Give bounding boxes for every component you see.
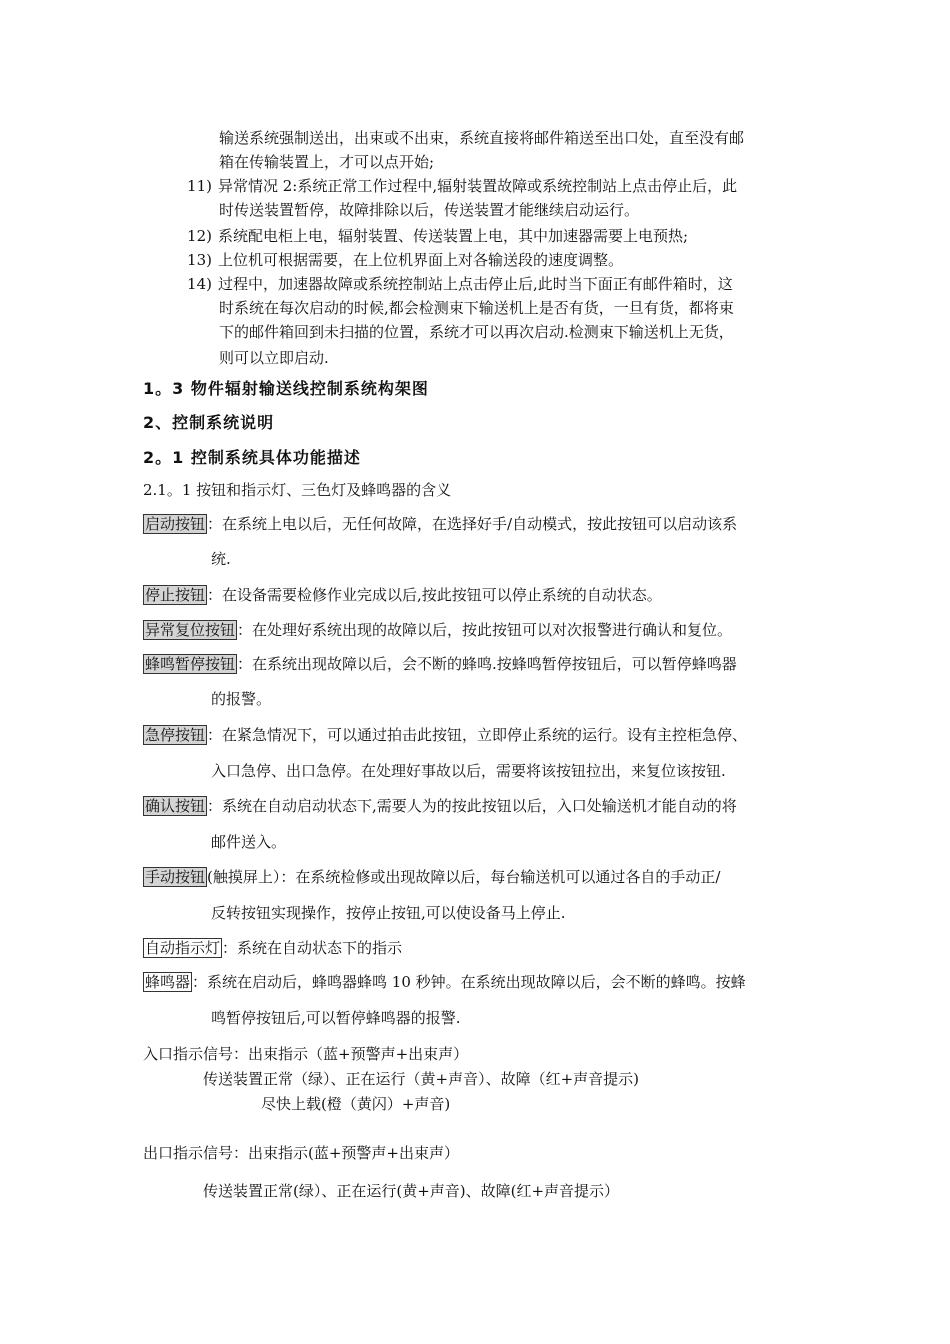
def-text: ：系统在自动启动状态下,需要人为的按此按钮以后，入口处输送机才能自动的将 <box>207 797 737 815</box>
list-item-11-line-2: 时传送装置暂停，故障排除以后，传送装置才能继续启动运行。 <box>219 201 640 219</box>
term-buzzer: 蜂鸣器 <box>145 973 191 991</box>
def-text: ：系统在启动后，蜂鸣器蜂鸣 10 秒钟。在系统出现故障以后，会不断的蜂鸣。按蜂 <box>192 973 746 991</box>
def-confirm-button <box>143 796 737 816</box>
term-auto-indicator: 自动指示灯 <box>145 939 221 957</box>
term-reset-button: 异常复位按钮 <box>145 621 236 639</box>
def-text: ：在系统上电以后，无任何故障，在选择好手/自动模式，按此按钮可以启动该系 <box>207 515 738 533</box>
heading-2-1: 2。1 控制系统具体功能描述 <box>143 448 361 467</box>
def-start-button <box>143 514 737 534</box>
def-buzzer <box>143 972 746 992</box>
exit-signal-line-2: 传送装置正常(绿）、正在运行(黄+声音)、故障(红+声音提示） <box>203 1182 620 1200</box>
list-continuation-line-1: 输送系统强制送出，出束或不出束，系统直接将邮件箱送至出口处，直至没有邮 <box>219 129 745 147</box>
def-manual-line-2: 反转按钮实现操作，按停止按钮,可以使设备马上停止. <box>211 904 566 922</box>
heading-2: 2、控制系统说明 <box>143 413 275 432</box>
entry-signal-line-3: 尽快上载(橙（黄闪）+声音) <box>261 1095 451 1113</box>
list-item-14-line-2: 时系统在每次启动的时候,都会检测束下输送机上是否有货，一旦有货，都将束 <box>219 299 734 317</box>
def-confirm-line-2: 邮件送入。 <box>211 833 287 851</box>
term-confirm-button: 确认按钮 <box>145 797 206 815</box>
list-number: 14) <box>187 275 212 293</box>
def-text: ：在处理好系统出现的故障以后，按此按钮可以对次报警进行确认和复位。 <box>237 621 733 639</box>
list-number: 12) <box>187 227 212 245</box>
list-item-14 <box>186 274 733 294</box>
list-item-13 <box>186 250 623 270</box>
list-continuation-line-2: 箱在传输装置上，才可以点开始; <box>219 153 435 171</box>
def-manual-button <box>143 867 720 887</box>
list-item-text: 过程中，加速器故障或系统控制站上点击停止后,此时当下面正有邮件箱时，这 <box>218 275 733 293</box>
def-stop-button <box>143 585 662 605</box>
def-reset-button <box>143 620 732 640</box>
list-item-12 <box>186 226 688 246</box>
term-stop-button: 停止按钮 <box>145 586 206 604</box>
def-buzzer-pause-line-2: 的报警。 <box>211 690 272 708</box>
def-start-button-line-2: 统. <box>211 550 231 568</box>
list-item-11 <box>186 176 737 196</box>
heading-1-3: 1。3 物件辐射输送线控制系统构架图 <box>143 379 429 398</box>
list-number: 11) <box>187 177 212 195</box>
def-text: ：在紧急情况下，可以通过拍击此按钮，立即停止系统的运行。设有主控柜急停、 <box>207 726 748 744</box>
term-start-button: 启动按钮 <box>145 515 206 533</box>
def-buzzer-line-2: 鸣暂停按钮后,可以暂停蜂鸣器的报警. <box>211 1009 461 1027</box>
list-item-14-line-3: 下的邮件箱回到未扫描的位置，系统才可以再次启动.检测束下输送机上无货， <box>219 323 734 341</box>
list-item-text: 上位机可根据需要，在上位机界面上对各输送段的速度调整。 <box>218 251 624 269</box>
list-item-text: 异常情况 2:系统正常工作过程中,辐射装置故障或系统控制站上点击停止后，此 <box>218 177 738 195</box>
def-emergency-stop-line-2: 入口急停、出口急停。在处理好事故以后，需要将该按钮拉出，来复位该按钮. <box>211 762 726 780</box>
def-text: (触摸屏上）：在系统检修或出现故障以后，每台输送机可以通过各自的手动正/ <box>207 868 721 886</box>
term-manual-button: 手动按钮 <box>145 868 206 886</box>
entry-signal-label: 入口指示信号：出束指示（蓝+预警声+出束声） <box>143 1045 469 1063</box>
term-buzzer-pause-button: 蜂鸣暂停按钮 <box>145 655 236 673</box>
list-number: 13) <box>187 251 212 269</box>
list-item-text: 系统配电柜上电，辐射装置、传送装置上电，其中加速器需要上电预热; <box>218 227 689 245</box>
subheading-2-1-1: 2.1。1 按钮和指示灯、三色灯及蜂鸣器的含义 <box>143 481 452 499</box>
def-emergency-stop-button <box>143 725 747 745</box>
term-emergency-stop-button: 急停按钮 <box>145 726 206 744</box>
def-text: ：在系统出现故障以后，会不断的蜂鸣.按蜂鸣暂停按钮后，可以暂停蜂鸣器 <box>237 655 737 673</box>
def-text: ：系统在自动状态下的指示 <box>222 939 403 957</box>
exit-signal-label: 出口指示信号：出束指示(蓝+预警声+出束声） <box>143 1144 459 1162</box>
entry-signal-line-2: 传送装置正常（绿）、正在运行（黄+声音）、故障（红+声音提示) <box>203 1070 639 1088</box>
def-text: ：在设备需要检修作业完成以后,按此按钮可以停止系统的自动状态。 <box>207 586 662 604</box>
list-item-14-line-4: 则可以立即启动. <box>219 349 329 367</box>
def-auto-indicator <box>143 938 402 958</box>
def-buzzer-pause-button <box>143 654 737 674</box>
